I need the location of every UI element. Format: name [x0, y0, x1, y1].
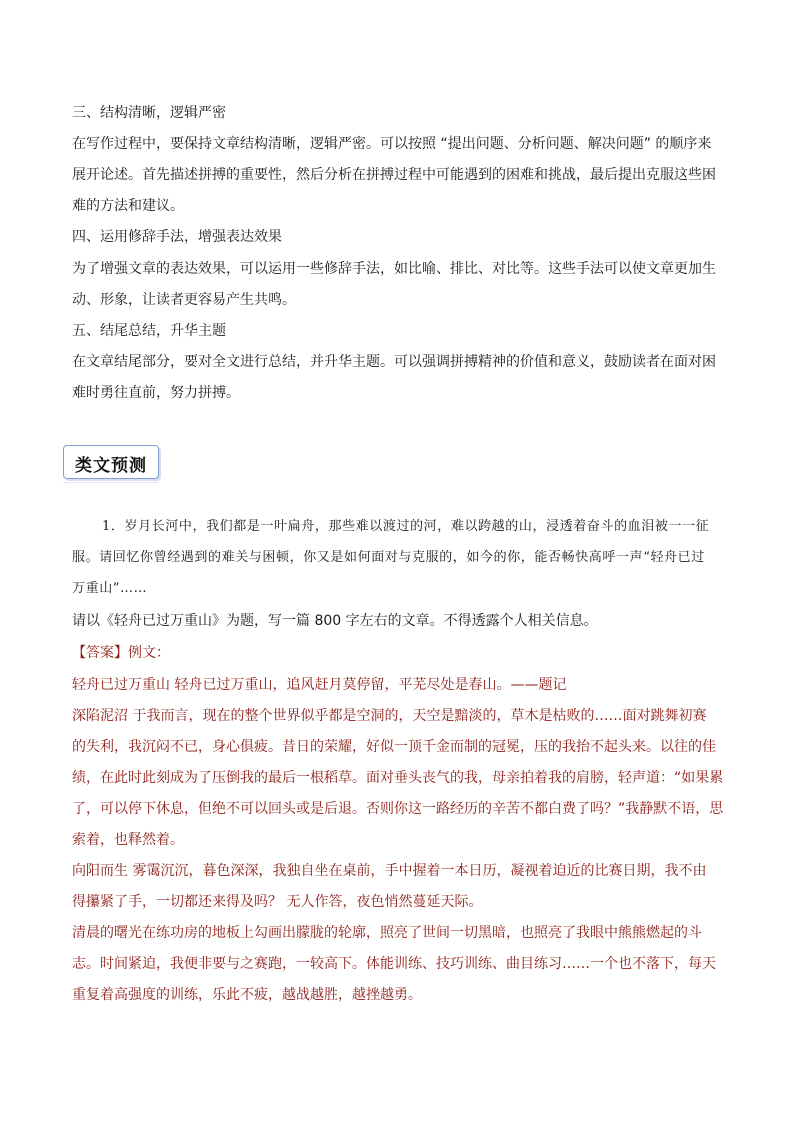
prompt-line: 1．岁月长河中，我们都是一叶扁舟，那些难以渡过的河，难以跨越的山，浸透着奋斗的血泪被一一征 [102, 519, 710, 534]
essay-line: 的失利，我沉闷不已，身心俱疲。昔日的荣耀，好似一顶千金而制的冠冕，压的我抬不起头来。以往的佳 [72, 739, 716, 755]
section-tab-similar-prediction [63, 445, 159, 479]
essay-title-line: 轻舟已过万重山 轻舟已过万重山，追风赶月莫停留，平芜尽处是春山。——题记 [72, 677, 567, 693]
body-line: 难的方法和建议。 [72, 198, 184, 214]
answer-label: 【答案】例文： [72, 645, 170, 661]
section-divider [63, 482, 159, 483]
prompt-line: 万重山”…… [72, 581, 148, 596]
section-heading-structure: 三、结构清晰，逻辑严密 [72, 105, 226, 121]
prompt-instruction: 请以《轻舟已过万重山》为题，写一篇 800 字左右的文章。不得透露个人相关信息。 [72, 613, 598, 629]
body-line: 在写作过程中，要保持文章结构清晰，逻辑严密。可以按照 “提出问题、分析问题、解决问题” 的顺序来 [72, 136, 712, 152]
essay-line: 索着，也释然着。 [72, 832, 184, 848]
essay-line: 重复着高强度的训练，乐此不疲，越战越胜，越挫越勇。 [72, 987, 422, 1003]
body-line: 动、形象，让读者更容易产生共鸣。 [72, 292, 296, 308]
essay-line: 向阳而生 雾霭沉沉，暮色深深，我独自坐在桌前，手中握着一本日历，凝视着迫近的比赛日期，我不由 [72, 863, 707, 879]
body-line: 在文章结尾部分，要对全文进行总结，并升华主题。可以强调拼搏精神的价值和意义，鼓励读者在面对困 [72, 354, 716, 370]
body-line: 展开论述。首先描述拼搏的重要性，然后分析在拼搏过程中可能遇到的困难和挑战，最后提出克服这些困 [72, 167, 716, 183]
essay-line: 深陷泥沼 于我而言，现在的整个世界似乎都是空洞的，天空是黯淡的，草木是枯败的……面对跳舞初赛 [72, 708, 707, 724]
essay-line: 清晨的曙光在练功房的地板上勾画出朦胧的轮廓，照亮了世间一切黑暗，也照亮了我眼中熊熊燃起的斗 [72, 925, 702, 941]
essay-line: 得攥紧了手，一切都还来得及吗？ 无人作答，夜色悄然蔓延天际。 [72, 894, 483, 910]
section-tab-label: 类文预测 [75, 456, 147, 476]
essay-line: 了，可以停下休息，但绝不可以回头或是后退。否则你这一路经历的辛苦不都白费了吗？”我静默不语，思 [72, 801, 724, 817]
section-heading-conclusion: 五、结尾总结，升华主题 [72, 323, 226, 339]
essay-line: 绩，在此时此刻成为了压倒我的最后一根稻草。面对垂头丧气的我，母亲拍着我的肩膀，轻声道：“如果累 [72, 770, 724, 786]
section-heading-rhetoric: 四、运用修辞手法，增强表达效果 [72, 229, 282, 245]
essay-line: 志。时间紧迫，我便非要与之赛跑，一较高下。体能训练、技巧训练、曲目练习……一个也不落下，每天 [72, 956, 716, 972]
body-line: 难时勇往直前，努力拼搏。 [72, 385, 240, 401]
prompt-line: 服。请回忆你曾经遇到的难关与困顿，你又是如何面对与克服的，如今的你，能否畅快高呼一声“轻舟已过 [72, 550, 705, 565]
body-line: 为了增强文章的表达效果，可以运用一些修辞手法，如比喻、排比、对比等。这些手法可以使文章更加生 [72, 261, 716, 277]
